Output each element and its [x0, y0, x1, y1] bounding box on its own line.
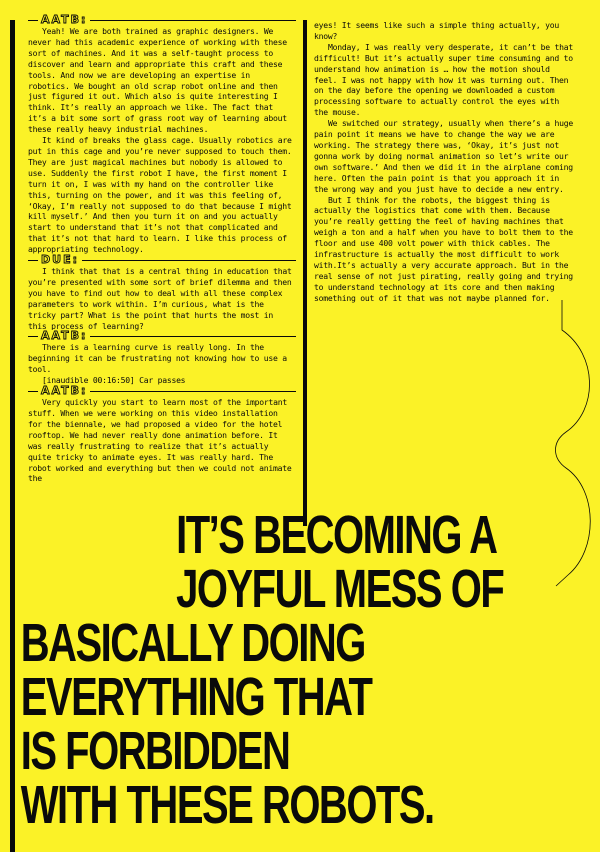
answer-paragraph: We switched our strategy, usually when there’s a huge pain point it means we have to change the way we are working. The strategy there was, ‘Okay, it’s just not gonna work by doing normal animation so let’s write our own software.’ And then we did it in the airplane coming here. Often the pain point is that you approach it in the wrong way and you just have to decide a new entry. [314, 118, 574, 194]
answer-paragraph: But I think for the robots, the biggest thing is actually the logistics that come with them. Because you’re really getting the feel of having machines that weigh a ton and a half when you have to bolt them to the floor and use 400 volt power with thick cables. The infrastructure is actually the most difficult to work with.It’s actually a very accurate approach. But in the real sense of not just pirating, really going and trying to understand technology at its core and then making something out of it that was not maybe planned for. [314, 194, 573, 303]
inaudible-note: [inaudible 00:16:50] Car passes [42, 375, 186, 386]
speaker-heading-due [28, 255, 296, 266]
question-paragraph: I think that that is a central thing in education that you’re presented with some sort of brief dilemma and then you have to find out how to deal with all these complex parameters to work within. I’m curious, what is the tricky part? What is the point that hurts the most in this process of learning? [28, 266, 292, 331]
headline-line: JOYFUL MESS OF [176, 559, 504, 619]
answer-paragraph: eyes! It seems like such a simple thing actually, you know? [314, 20, 560, 41]
answer-paragraph: There is a learning curve is really long. In the beginning it can be frustrating not knowing how to use a tool. [28, 342, 287, 375]
headline-line: BASICALLY DOING [20, 613, 365, 673]
speaker-label: AATB: [38, 14, 90, 26]
left-text-column [28, 15, 296, 484]
column-divider-bar [303, 20, 307, 526]
right-text-column [314, 20, 576, 304]
speaker-heading-aatb [28, 15, 296, 26]
speaker-heading-aatb [28, 331, 296, 342]
speaker-label: AATB: [38, 330, 90, 342]
answer-paragraph: It kind of breaks the glass cage. Usually robotics are put in this cage and you’re never supposed to touch them. They are just magical machines but nobody is allowed to use. Suddenly the first robot I have, the first moment I turn it on, I was with my hand on the controller like this, turning on the power, and it was this feeling of, ‘Okay, I’m really not supposed to do that because I might kill myself.’ And then you turn it on and you actually start to understand that it’s not that complicated and that it’s not that hard to learn. I like this process of appropriating technology. [28, 135, 292, 255]
answer-paragraph: Very quickly you start to learn most of the important stuff. When we were working on this video installation for the biennale, we had proposed a video for the hotel rooftop. We had never really done animation before. It was really frustrating to realize that it’s actually quite tricky to animate eyes. It was really hard. The robot worked and everything but then we could not animate the [28, 397, 292, 484]
headline-line: EVERYTHING THAT [20, 667, 372, 727]
answer-paragraph: Yeah! We are both trained as graphic designers. We never had this academic experience of working with these sort of machines. And it was a self-taught process to discover and learn and appropriate this craft and these tools. And now we are developing an expertise in robotics. We bought an old scrap robot online and then just figured it out. Which also is quite interesting I think. It’s really an approach we like. The fact that it’s a bit some sort of grass root way of learning about these really heavy industrial machines. [28, 26, 287, 135]
speaker-label: AATB: [38, 385, 90, 397]
headline-line: WITH THESE ROBOTS. [20, 775, 434, 835]
headline-line: IT’S BECOMING A [176, 505, 497, 565]
speaker-label: DUE: [38, 254, 82, 266]
speaker-heading-aatb [28, 386, 296, 397]
pull-quote-headline [0, 505, 504, 835]
answer-paragraph: Monday, I was really very desperate, it can’t be that difficult! But it’s actually super time consuming and to understand how animation is … how the motion should feel. I was not happy with how it was turning out. Then on the day before the opening we downloaded a custom processing software to actually control the eyes with the mouse. [314, 41, 574, 118]
headline-line: IS FORBIDDEN [20, 721, 290, 781]
